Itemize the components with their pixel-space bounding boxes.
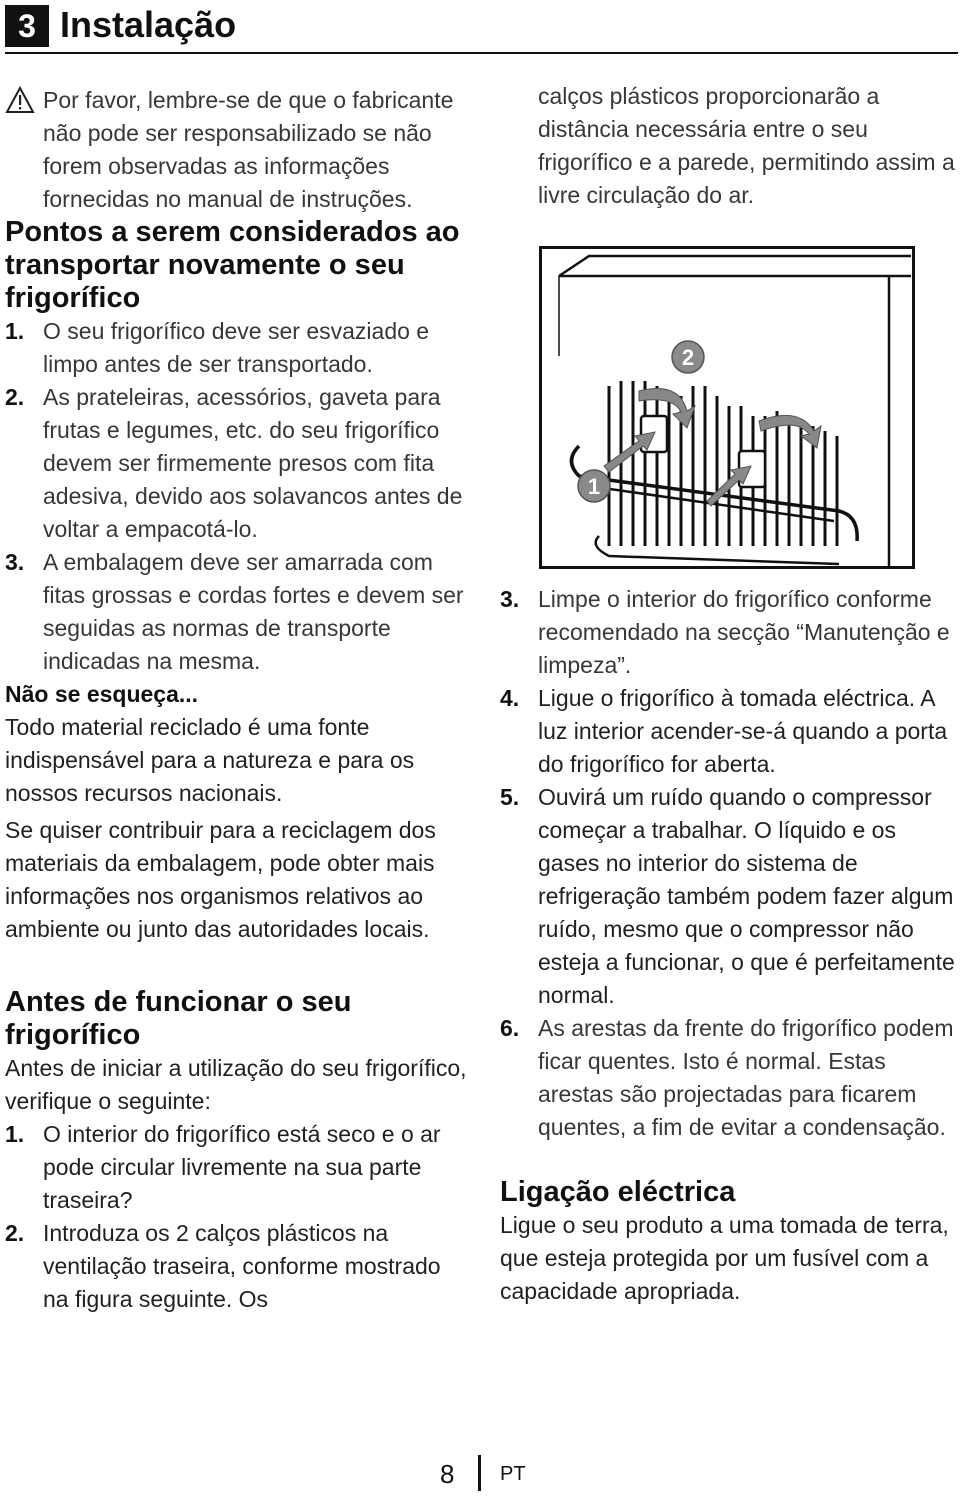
transport-heading: Pontos a serem considerados ao transportar novamente o seu frigorífico	[5, 216, 460, 314]
footer-divider	[478, 1455, 481, 1491]
list-item: 1. O seu frigorífico deve ser esvaziado e limpo antes de ser transportado.	[5, 318, 430, 377]
continuation-text: calços plásticos proporcionarão a distância necessária entre o seu frigorífico e a parede, permitindo assim a livre circulação do ar.	[538, 83, 955, 208]
right-column	[500, 80, 955, 1308]
section-number: 3	[5, 5, 49, 47]
before-intro: Antes de iniciar a utilização do seu frigorífico, verifique o seguinte:	[5, 1055, 467, 1114]
recycling-info-paragraph: Se quiser contribuir para a reciclagem dos materiais da embalagem, pode obter mais informações nos organismos relativos ao ambiente ou junto das autoridades locais.	[5, 817, 436, 942]
header-rule	[5, 52, 958, 54]
section-title: Instalação	[60, 4, 237, 45]
list-item: 3. A embalagem deve ser amarrada com fitas grossas e cordas fortes e devem ser seguidas as normas de transporte indicadas na mesma.	[5, 549, 464, 674]
spacer-installation-figure	[539, 246, 915, 569]
figure-label-2: 2	[681, 345, 695, 370]
forget-heading: Não se esqueça...	[5, 681, 199, 707]
checklist	[500, 583, 955, 1144]
recycling-paragraph: Todo material reciclado é uma fonte indispensável para a natureza e para os nossos recursos nacionais.	[5, 714, 415, 806]
page-footer	[0, 1455, 960, 1495]
before-list	[5, 1118, 470, 1316]
language-code: PT	[500, 1463, 526, 1485]
list-item: 6. As arestas da frente do frigorífico podem ficar quentes. Isto é normal. Estas arestas são projectadas para ficarem quentes, a fim de evitar a condensação.	[500, 1015, 954, 1140]
list-item: 4. Ligue o frigorífico à tomada eléctrica. A luz interior acender-se-á quando a porta do frigorífico for aberta.	[500, 685, 948, 777]
before-heading: Antes de funcionar o seu frigorífico	[5, 986, 352, 1051]
page-number: 8	[440, 1459, 455, 1489]
warning-icon	[5, 86, 35, 114]
electric-text: Ligue o seu produto a uma tomada de terra, que esteja protegida por um fusível com a capacidade apropriada.	[500, 1212, 949, 1304]
list-item: 1. O interior do frigorífico está seco e o ar pode circular livremente na sua parte traseira?	[5, 1121, 441, 1213]
list-item: 5. Ouvirá um ruído quando o compressor começar a trabalhar. O líquido e os gases no interior do sistema de refrigeração também podem fazer algum ruído, mesmo que o compressor não esteja a funcionar, o que é perfeitamente normal.	[500, 784, 955, 1008]
electric-heading: Ligação eléctrica	[500, 1176, 736, 1208]
fridge-back-illustration	[539, 246, 915, 569]
list-item: 2. Introduza os 2 calços plásticos na ventilação traseira, conforme mostrado na figura seguinte. Os	[5, 1220, 441, 1312]
list-item: 3. Limpe o interior do frigorífico conforme recomendado na secção “Manutenção e limpeza”.	[500, 586, 950, 678]
section-header	[0, 0, 960, 56]
list-item: 2. As prateleiras, acessórios, gaveta para frutas e legumes, etc. do seu frigorífico devem ser firmemente presos com fita adesiva, devido aos solavancos antes de voltar a empacotá-lo.	[5, 384, 463, 542]
figure-label-1: 1	[587, 474, 601, 499]
warning-note	[5, 84, 470, 216]
transport-list	[5, 315, 470, 678]
warning-text: Por favor, lembre-se de que o fabricante não pode ser responsabilizado se não forem observadas as informações fornecidas no manual de instruções.	[43, 87, 454, 212]
left-column	[5, 84, 470, 1316]
